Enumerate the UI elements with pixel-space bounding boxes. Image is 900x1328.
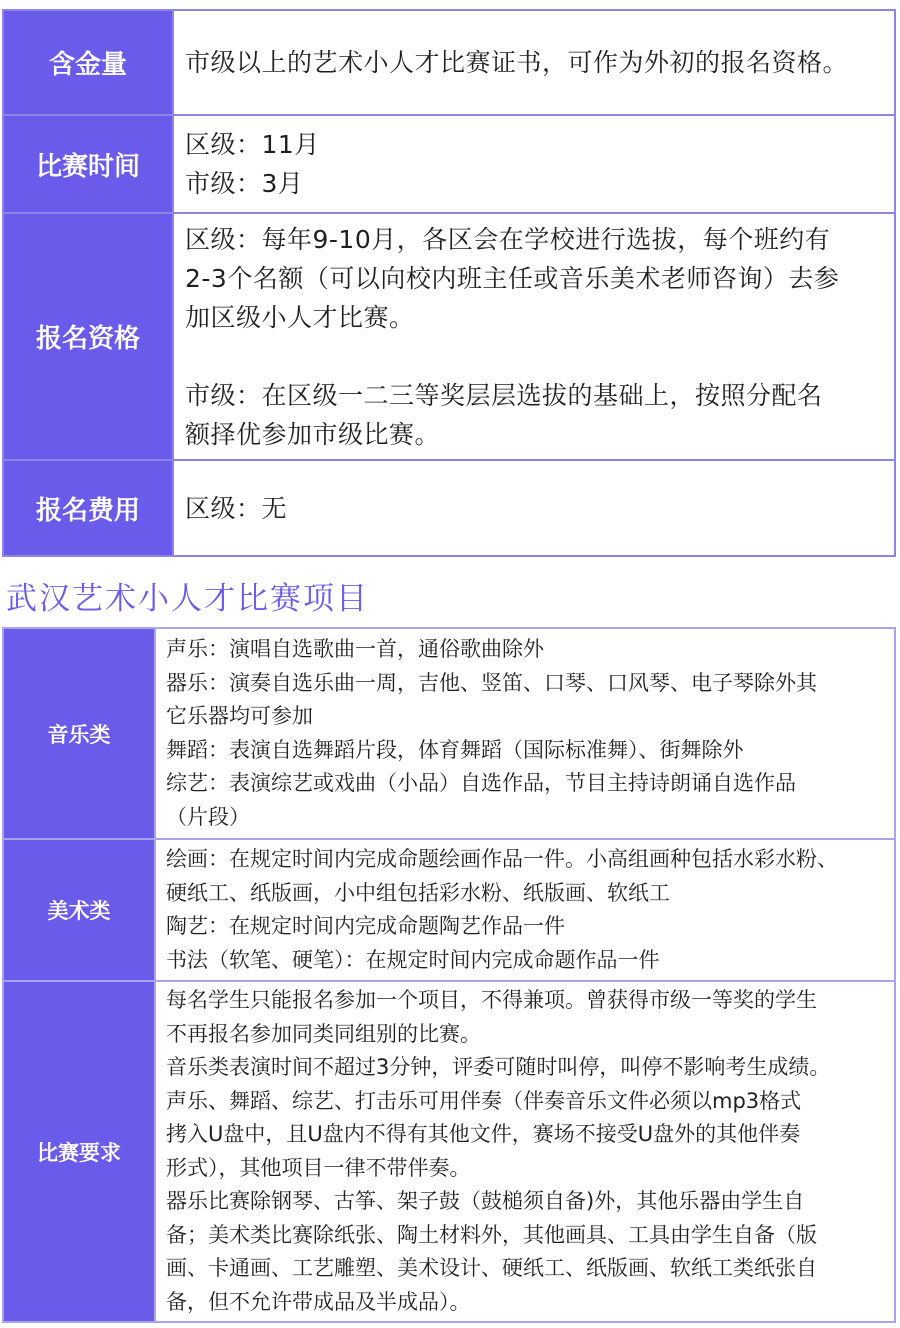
content-line: 市级：3月 [185,169,304,198]
content-line: 加区级小人才比赛。 [185,302,415,332]
content-line: 每名学生只能报名参加一个项目，不得兼项。曾获得市级一等奖的学生 [166,988,817,1012]
info-row-value [3,10,895,115]
content-line: 它乐器均可参加 [166,704,313,728]
content-line: 绘画：在规定时间内完成命题绘画作品一件。小高组画种包括水彩水粉、 [166,847,838,871]
content-line: 硬纸工、纸版画，小中组包括彩水粉、纸版画、软纸工 [166,880,670,905]
row-content [173,10,895,115]
section-title: 武汉艺术小人才比赛项目 [6,581,369,617]
content-line: 音乐类表演时间不超过3分钟，评委可随时叫停，叫停不影响考生成绩。 [166,1055,831,1079]
row-content [173,213,895,460]
content-line: 额择优参加市级比赛。 [185,419,441,449]
content-line: （片段） [166,804,250,829]
content-line: 画、卡通画、工艺雕塑、美术设计、硬纸工、纸版画、软纸工类纸张自 [166,1256,817,1280]
info-row-eligibility [3,213,895,460]
content-line: 形式），其他项目一律不带伴奏。 [166,1155,471,1180]
content-line: 拷入U盘中，且U盘内不得有其他文件，赛场不接受U盘外的其他伴奏 [166,1122,801,1146]
content-line: 区级：11月 [185,130,320,159]
content-line: 区级：无 [185,493,288,523]
content-line: 陶艺：在规定时间内完成命题陶艺作品一件 [166,914,565,938]
content-line: 市级以上的艺术小人才比赛证书，可作为外初的报名资格。 [185,48,849,77]
items-row-music [3,628,895,839]
row-content [155,628,895,839]
items-row-requirements [3,981,895,1322]
info-row-time [3,115,895,213]
info-table [2,9,896,557]
content-line: 备，但不允许带成品及半成品）。 [166,1289,471,1314]
content-line: 备；美术类比赛除纸张、陶土材料外，其他画具、工具由学生自备（版 [166,1222,817,1247]
row-header: 报名资格 [3,213,173,460]
row-header: 美术类 [3,839,155,981]
row-content [173,115,895,213]
content-line: 器乐比赛除钢琴、古筝、架子鼓（鼓槌须自备)外，其他乐器由学生自 [166,1189,805,1213]
blank-line [185,337,886,376]
row-header: 比赛时间 [3,115,173,213]
content-line: 舞蹈：表演自选舞蹈片段，体育舞蹈（国际标准舞）、街舞除外 [166,737,744,762]
content-line: 书法（软笔、硬笔）：在规定时间内完成命题作品一件 [166,947,660,972]
items-row-art [3,839,895,981]
row-content [155,981,895,1322]
content-line: 声乐：演唱自选歌曲一首，通俗歌曲除外 [166,637,544,661]
content-line: 器乐：演奏自选乐曲一周，吉他、竖笛、口琴、口风琴、电子琴除外其 [166,670,817,695]
row-header: 音乐类 [3,628,155,839]
row-content [155,839,895,981]
content-line: 声乐、舞蹈、综艺、打击乐可用伴奏（伴奏音乐文件必须以mp3格式 [166,1088,802,1113]
content-line: 市级：在区级一二三等奖层层选拔的基础上，按照分配名 [185,380,823,410]
row-header: 含金量 [3,10,173,115]
content-line: 2-3个名额（可以向校内班主任或音乐美术老师咨询）去参 [185,263,840,293]
content-line: 区级：每年9-10月，各区会在学校进行选拔，每个班约有 [185,224,831,254]
row-content [173,460,895,556]
content-line: 不再报名参加同类同组别的比赛。 [166,1021,481,1046]
row-header: 比赛要求 [3,981,155,1322]
info-row-fee [3,460,895,556]
content-line: 综艺：表演综艺或戏曲（小品）自选作品，节目主持诗朗诵自选作品 [166,771,796,795]
row-header: 报名费用 [3,460,173,556]
items-table [2,627,896,1323]
